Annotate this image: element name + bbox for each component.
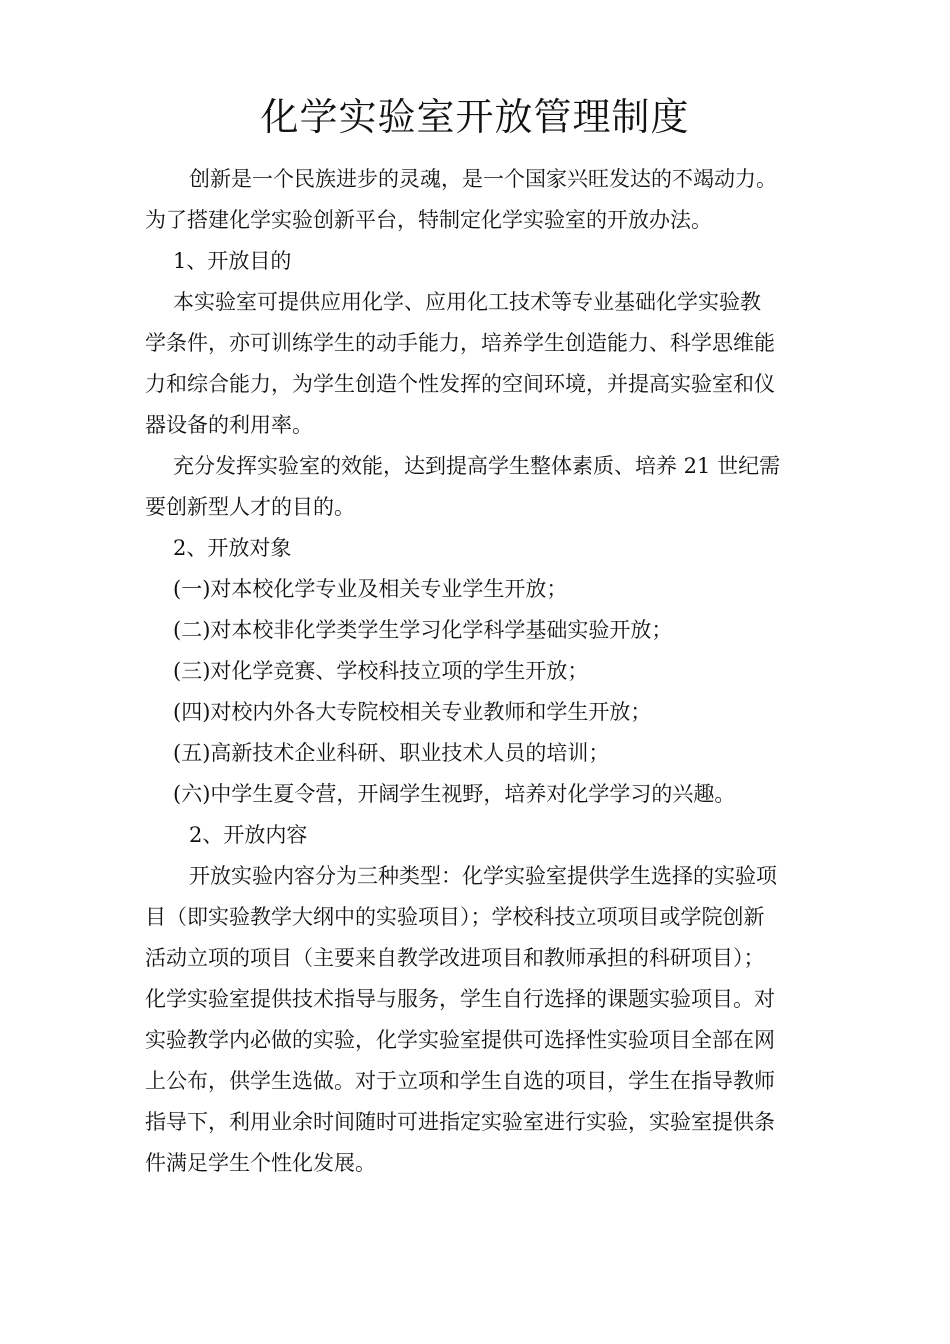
text-line: 要创新型人才的目的。 [145,495,355,519]
text-line: 活动立项的项目（主要来自教学改进项目和教师承担的科研项目）； [145,946,765,970]
text-line: 充分发挥实验室的效能，达到提高学生整体素质、培养 21 世纪需 [173,454,781,478]
list-item: (五)高新技术企业科研、职业技术人员的培训； [173,741,610,765]
list-item: (四)对校内外各大专院校相关专业教师和学生开放； [173,700,652,724]
list-item: (三)对化学竞赛、学校科技立项的学生开放； [173,659,589,683]
section-heading: 2、开放内容 [189,823,308,847]
text-line: 力和综合能力，为学生创造个性发挥的空间环境，并提高实验室和仪 [145,372,775,396]
text-line: 器设备的利用率。 [145,413,313,437]
section-heading: 2、开放对象 [173,536,292,560]
text-line: 化学实验室提供技术指导与服务，学生自行选择的课题实验项目。对 [145,987,775,1011]
text-line: 为了搭建化学实验创新平台，特制定化学实验室的开放办法。 [145,208,712,232]
list-item: (一)对本校化学专业及相关专业学生开放； [173,577,568,601]
text-line: 创新是一个民族进步的灵魂，是一个国家兴旺发达的不竭动力。 [189,167,777,191]
page-title: 化学实验室开放管理制度 [260,95,690,139]
text-line: 学条件，亦可训练学生的动手能力，培养学生创造能力、科学思维能 [145,331,775,355]
section-heading: 1、开放目的 [173,249,292,273]
text-line: 开放实验内容分为三种类型：化学实验室提供学生选择的实验项 [189,864,777,888]
list-item: (二)对本校非化学类学生学习化学科学基础实验开放； [173,618,673,642]
text-line: 指导下，利用业余时间随时可进指定实验室进行实验，实验室提供条 [145,1110,775,1134]
text-line: 本实验室可提供应用化学、应用化工技术等专业基础化学实验教 [173,290,761,314]
text-line: 上公布，供学生选做。对于立项和学生自选的项目，学生在指导教师 [145,1069,775,1093]
text-line: 目（即实验教学大纲中的实验项目）；学校科技立项项目或学院创新 [145,905,765,929]
text-line: 实验教学内必做的实验，化学实验室提供可选择性实验项目全部在网 [145,1028,775,1052]
list-item: (六)中学生夏令营，开阔学生视野，培养对化学学习的兴趣。 [173,782,736,806]
text-line: 件满足学生个性化发展。 [145,1151,376,1175]
document-body [145,159,815,1184]
